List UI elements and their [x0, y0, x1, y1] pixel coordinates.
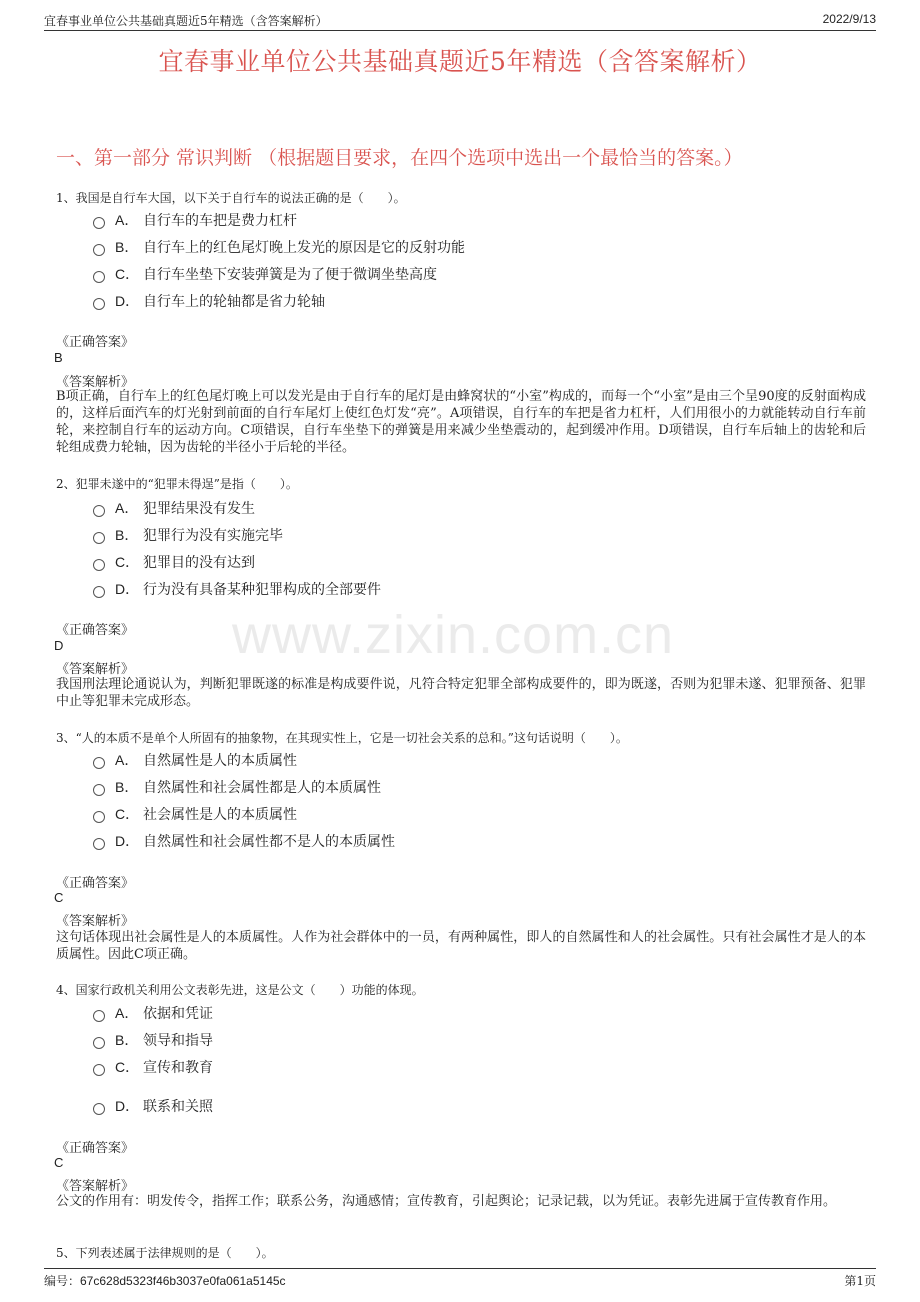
option-letter: A． [115, 1005, 139, 1021]
correct-answer: C [54, 1155, 64, 1170]
analysis-label: 《答案解析》 [56, 914, 135, 929]
option-letter: D． [115, 1098, 140, 1114]
radio-button[interactable] [93, 1064, 105, 1076]
option-letter: A． [115, 212, 139, 228]
option-letter: C． [115, 554, 140, 570]
option-letter: D． [115, 833, 140, 849]
radio-button[interactable] [93, 838, 105, 850]
option-letter: B． [115, 527, 139, 543]
answer-analysis: 这句话体现出社会属性是人的本质属性。人作为社会群体中的一员，有两种属性，即人的自然属性和人的社会属性。只有社会属性才是人的本质属性。因此C项正确。 [56, 930, 866, 962]
answer-label: 《正确答案》 [56, 623, 135, 638]
option-item[interactable] [93, 291, 325, 311]
option-item[interactable] [93, 1030, 213, 1050]
option-text: 自行车的车把是费力杠杆 [143, 213, 297, 229]
answer-analysis: 公文的作用有：明发传令，指挥工作；联系公务，沟通感情；宣传教育，引起舆论；记录记载，以为凭证。表彰先进属于宣传教育作用。 [56, 1194, 837, 1209]
option-item[interactable] [93, 777, 381, 797]
radio-button[interactable] [93, 1037, 105, 1049]
option-item[interactable] [93, 525, 283, 545]
radio-button[interactable] [93, 298, 105, 310]
header-doc-title: 宜春事业单位公共基础真题近5年精选（含答案解析） [44, 14, 328, 28]
option-text: 社会属性是人的本质属性 [143, 807, 297, 823]
option-letter: A． [115, 500, 139, 516]
option-text: 犯罪目的没有达到 [143, 555, 255, 571]
option-text: 犯罪行为没有实施完毕 [143, 528, 283, 544]
question-stem: 4、国家行政机关利用公文表彰先进，这是公文（ ）功能的体现。 [56, 983, 424, 997]
option-text: 宣传和教育 [143, 1060, 213, 1076]
option-text: 犯罪结果没有发生 [143, 501, 255, 517]
option-item[interactable] [93, 210, 297, 230]
option-item[interactable] [93, 552, 255, 572]
option-item[interactable] [93, 1057, 213, 1077]
option-text: 自然属性和社会属性都不是人的本质属性 [143, 834, 395, 850]
option-letter: C． [115, 266, 140, 282]
radio-button[interactable] [93, 532, 105, 544]
option-letter: B． [115, 239, 139, 255]
option-item[interactable] [93, 1003, 213, 1023]
option-text: 联系和关照 [143, 1099, 213, 1115]
radio-button[interactable] [93, 244, 105, 256]
option-text: 自行车上的红色尾灯晚上发光的原因是它的反射功能 [143, 240, 465, 256]
option-item[interactable] [93, 1096, 213, 1116]
analysis-label: 《答案解析》 [56, 375, 135, 390]
option-item[interactable] [93, 498, 255, 518]
option-letter: A． [115, 752, 139, 768]
watermark: www.zixin.com.cn [232, 605, 675, 665]
answer-label: 《正确答案》 [56, 335, 135, 350]
correct-answer: B [54, 350, 63, 365]
radio-button[interactable] [93, 1010, 105, 1022]
option-text: 行为没有具备某种犯罪构成的全部要件 [143, 582, 381, 598]
option-letter: D． [115, 293, 140, 309]
radio-button[interactable] [93, 505, 105, 517]
option-item[interactable] [93, 831, 395, 851]
option-item[interactable] [93, 804, 297, 824]
question-stem: 2、犯罪未遂中的“犯罪未得逞”是指（ ）。 [56, 477, 298, 491]
section-heading: 一、第一部分 常识判断 （根据题目要求，在四个选项中选出一个最恰当的答案。） [56, 147, 743, 169]
question-stem: 3、“人的本质不是单个人所固有的抽象物，在其现实性上，它是一切社会关系的总和。”这句话说明（ ）。 [56, 731, 628, 745]
answer-label: 《正确答案》 [56, 876, 135, 891]
page-title: 宜春事业单位公共基础真题近5年精选（含答案解析） [158, 47, 762, 76]
answer-analysis: 我国刑法理论通说认为，判断犯罪既遂的标准是构成要件说，凡符合特定犯罪全部构成要件的，即为既遂，否则为犯罪未遂、犯罪预备、犯罪中止等犯罪未完成形态。 [56, 677, 866, 709]
radio-button[interactable] [93, 811, 105, 823]
question-stem: 5、下列表述属于法律规则的是（ ）。 [56, 1246, 274, 1260]
footer-page-number: 第1页 [844, 1274, 876, 1288]
option-text: 自然属性和社会属性都是人的本质属性 [143, 780, 381, 796]
radio-button[interactable] [93, 559, 105, 571]
option-text: 自行车坐垫下安装弹簧是为了便于微调坐垫高度 [143, 267, 437, 283]
option-item[interactable] [93, 264, 437, 284]
correct-answer: D [54, 638, 64, 653]
radio-button[interactable] [93, 757, 105, 769]
radio-button[interactable] [93, 271, 105, 283]
question-stem: 1、我国是自行车大国，以下关于自行车的说法正确的是（ ）。 [56, 191, 406, 205]
option-text: 自然属性是人的本质属性 [143, 753, 297, 769]
radio-button[interactable] [93, 586, 105, 598]
option-text: 自行车上的轮轴都是省力轮轴 [143, 294, 325, 310]
answer-analysis: B项正确，自行车上的红色尾灯晚上可以发光是由于自行车的尾灯是由蜂窝状的“小室”构成的，而每一个“小室”是由三个呈90度的反射面构成的，这样后面汽车的灯光射到前面的自行车尾灯上使红色灯发“亮”。A项错误，自行车的车把是省力杠杆，人们用很小的力就能转动自行车前轮，来控制自行车的运动方向。C项错误，自行车坐垫下的弹簧是用来减少坐垫震动的，起到缓冲作用。D项错误，自行车后轴上的齿轮和后轮组成费力轮轴，因为齿轮的半径小于后轮的半径。 [56, 389, 866, 455]
option-item[interactable] [93, 750, 297, 770]
analysis-label: 《答案解析》 [56, 662, 135, 677]
answer-label: 《正确答案》 [56, 1141, 135, 1156]
option-letter: B． [115, 1032, 139, 1048]
footer-doc-code: 编号：67c628d5323f46b3037e0fa061a5145c [44, 1274, 286, 1288]
radio-button[interactable] [93, 784, 105, 796]
header-date: 2022/9/13 [822, 12, 876, 26]
option-text: 依据和凭证 [143, 1006, 213, 1022]
option-letter: C． [115, 1059, 140, 1075]
option-letter: D． [115, 581, 140, 597]
option-item[interactable] [93, 579, 381, 599]
option-text: 领导和指导 [143, 1033, 213, 1049]
radio-button[interactable] [93, 217, 105, 229]
option-letter: C． [115, 806, 140, 822]
radio-button[interactable] [93, 1103, 105, 1115]
option-item[interactable] [93, 237, 465, 257]
analysis-label: 《答案解析》 [56, 1179, 135, 1194]
option-letter: B． [115, 779, 139, 795]
correct-answer: C [54, 890, 64, 905]
